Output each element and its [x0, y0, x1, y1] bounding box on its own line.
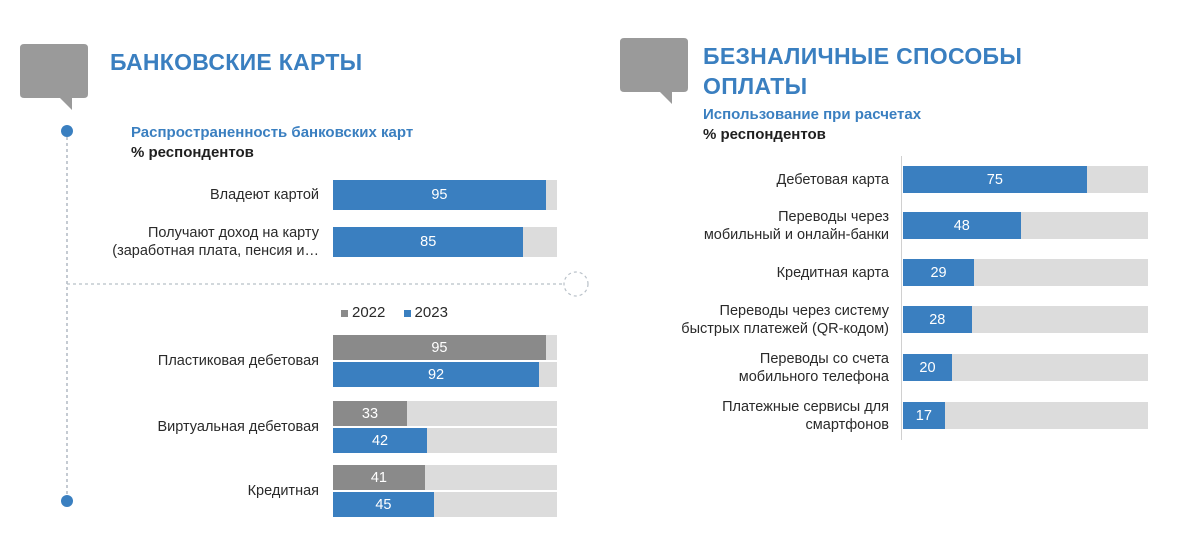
bar-type-1-2022-value-label: 95	[431, 339, 448, 356]
bar-method-1-track	[903, 166, 1148, 193]
method-label-1: Дебетовая карта	[776, 171, 889, 188]
method-label-3: Кредитная карта	[776, 264, 889, 281]
legend-item-2023: 2023	[404, 304, 448, 321]
bar-method-5-value-label: 20	[919, 359, 936, 376]
bar-type-2-2022-value-label: 33	[361, 405, 379, 422]
bar-type-1-2022-track	[333, 335, 557, 360]
bar-method-4-value-label: 28	[929, 311, 946, 328]
bar-method-2-value-label: 48	[953, 217, 970, 234]
right-section-title: БЕЗНАЛИЧНЫЕ СПОСОБЫ ОПЛАТЫ	[703, 43, 1023, 99]
bar-method-5-track	[903, 354, 1148, 381]
left-chart-subtitle: Распространенность банковских карт	[131, 124, 414, 141]
bar-type-2-2022-track	[333, 401, 557, 426]
bar-method-6-value-label: 17	[915, 407, 932, 424]
right-chart-axis-line	[901, 156, 902, 440]
method-label-4: Переводы через систему быстрых платежей (QR-кодом)	[681, 302, 889, 337]
type-label-3: Кредитная	[247, 483, 319, 499]
type-label-1: Пластиковая дебетовая	[157, 353, 319, 369]
bar-type-1-2023-value-label: 92	[427, 366, 445, 383]
bar-prevalence-1-value-label: 95	[431, 187, 448, 203]
bar-method-6-track	[903, 402, 1148, 429]
bar-type-3-2023-track	[333, 492, 557, 517]
right-speech-bubble-icon	[620, 38, 688, 104]
legend	[341, 304, 448, 321]
method-label-6: Платежные сервисы для смартфонов	[722, 398, 889, 433]
bar-method-3-track	[903, 259, 1148, 286]
bar-method-1-value-label: 75	[986, 171, 1003, 188]
bar-method-4-track	[903, 306, 1148, 333]
category-label-1: Владеют картой	[209, 187, 319, 203]
method-label-5: Переводы со счета мобильного телефона	[738, 350, 889, 385]
bar-prevalence-2-value-label: 85	[420, 234, 437, 250]
type-label-2: Виртуальная дебетовая	[157, 419, 319, 435]
bar-method-3-value-label: 29	[930, 264, 947, 281]
left-speech-bubble-icon	[20, 44, 88, 110]
bar-type-3-2022-value-label: 41	[370, 469, 387, 486]
bar-type-3-2022-track	[333, 465, 557, 490]
bar-type-2-2023-track	[333, 428, 557, 453]
right-chart-unit: % респондентов	[703, 126, 826, 143]
bar-type-1-2023-track	[333, 362, 557, 387]
right-chart-subtitle: Использование при расчетах	[703, 106, 922, 123]
left-section-title: БАНКОВСКИЕ КАРТЫ	[110, 49, 363, 75]
legend-item-2022: 2022	[341, 304, 385, 321]
category-label-2: Получают доход на карту (заработная плата, пенсия и…	[112, 225, 319, 259]
method-label-2: Переводы через мобильный и онлайн-банки	[703, 208, 889, 243]
bar-prevalence-1-track	[333, 180, 557, 210]
bar-type-3-2023-value-label: 45	[375, 496, 392, 513]
bar-method-2-track	[903, 212, 1148, 239]
bar-prevalence-2-track	[333, 227, 557, 257]
bar-type-2-2023-value-label: 42	[371, 432, 389, 449]
left-chart-unit: % респондентов	[131, 144, 254, 161]
